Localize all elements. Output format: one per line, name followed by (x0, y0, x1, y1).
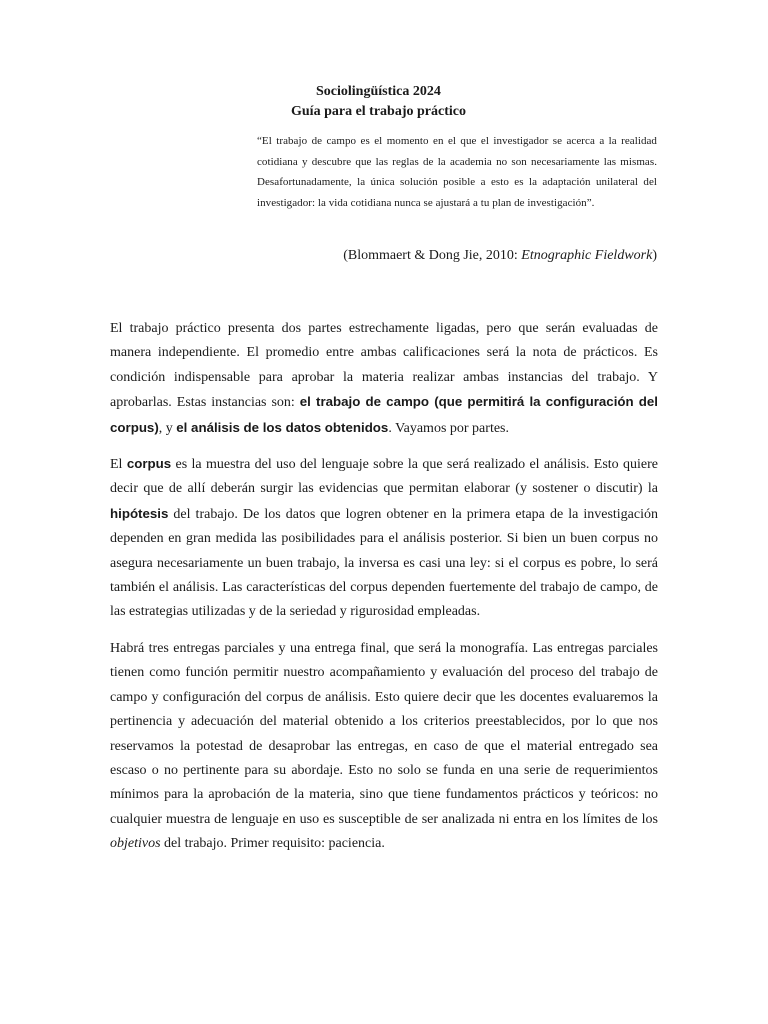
guide-title: Guía para el trabajo práctico (291, 104, 466, 119)
bold-corpus: corpus (126, 456, 172, 471)
paragraph-text: . Vayamos por partes. (388, 420, 509, 436)
paragraph-text: , y (158, 420, 177, 436)
paragraph-deliveries (110, 637, 658, 857)
epigraph-citation (0, 246, 657, 266)
bold-hypothesis: hipótesis (110, 505, 169, 521)
paragraph-corpus (110, 452, 658, 625)
paragraph-practical-work (110, 317, 658, 441)
paragraph-text: Habrá tres entregas parciales y una entrega final, que será la monografía. Las entregas parciales tienen como función permitir nuestro acompañamiento y evaluación del proceso del trabajo de campo y configuración del corpus de análisis. Esto quiere decir que les docentes evaluaremos la pertinencia y adecuación del material obtenido a los criterios preestablecidos, por lo que nos reservamos la potestad de desaprobar las entregas, en caso de que el material entregado sea escaso o no pertinente para su abordaje. Esto no solo se funda en una serie de requerimientos mínimos para la aprobación de la materia, sino que tiene fundamentos prácticos y teóricos: no cualquier muestra de lenguaje en uso es susceptible de ser analizada ni entra en los límites de los (110, 641, 658, 827)
citation-title: Etnographic Fieldwork (521, 248, 653, 263)
paragraph-text: El (110, 457, 127, 472)
citation-suffix: ) (652, 248, 657, 263)
citation-prefix: (Blommaert & Dong Jie, 2010: (343, 248, 522, 263)
paragraph-text: del trabajo. De los datos que logren obtener en la primera etapa de la investigación dependen en gran medida las posibilidades para el análisis posterior. Si bien un buen corpus no asegura necesariamente un buen trabajo, la inversa es casi una ley: si el corpus es pobre, lo será también el análisis. Las características del corpus dependen fuertemente del trabajo de campo, de las estrategias utilizadas y de la seriedad y rigurosidad empleadas. (110, 506, 658, 620)
paragraph-text: es la muestra del uso del lenguaje sobre la que será realizado el análisis. Esto quiere decir que de allí deberán surgir las evidencias que permitan elaborar (y sostener o discutir) la (110, 457, 658, 497)
bold-fieldwork: el trabajo de campo (que permitirá la configuración del corpus) (110, 394, 659, 435)
paragraph-text: El trabajo práctico presenta dos partes estrechamente ligadas, pero que serán evaluadas de manera independiente. El promedio entre ambas calificaciones será la nota de prácticos. Es condición indispensable para aprobar la materia realizar ambas instancias del trabajo. Y aprobarlas. Estas instancias son: (110, 321, 658, 411)
italic-objectives: objetivos (110, 836, 161, 852)
epigraph-quote: “El trabajo de campo es el momento en el que el investigador se acerca a la realidad cotidiana y descubre que las reglas de la academia no son necesariamente las mismas. Desafortunadamente, la única solución posible a esto es la adaptación unilateral del investigador: la vida cotidiana nunca se ajustará a tu plan de investigación”. (257, 135, 657, 209)
bold-analysis: el análisis de los datos obtenidos (176, 419, 389, 435)
paragraph-text: del trabajo. Primer requisito: paciencia. (160, 836, 385, 852)
document-title-block (0, 82, 768, 122)
course-title: Sociolingüística 2024 (316, 84, 441, 99)
